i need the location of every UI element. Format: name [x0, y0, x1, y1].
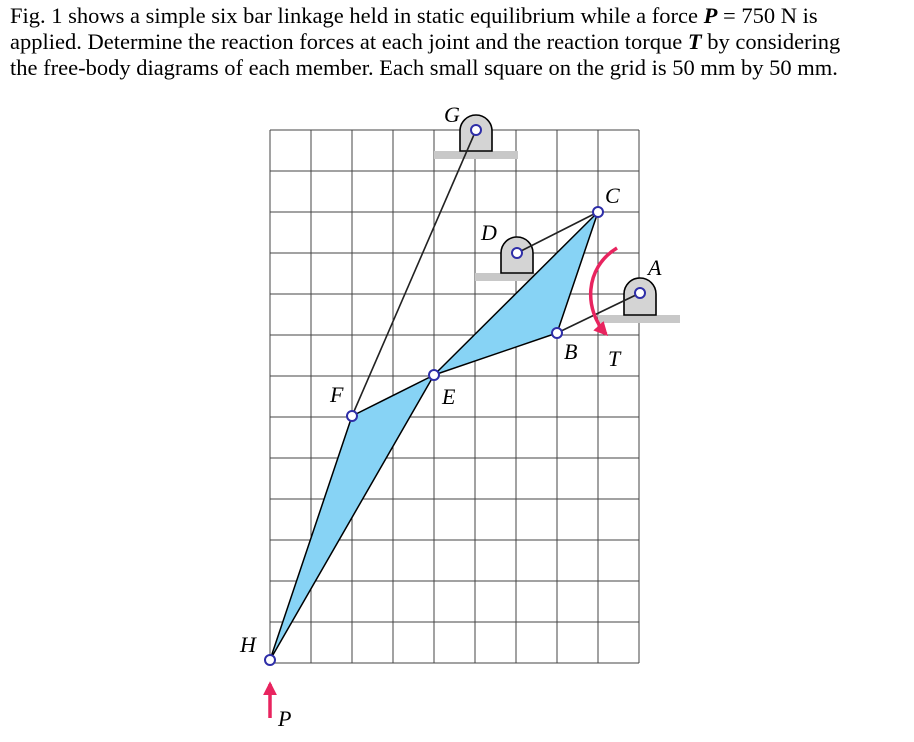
- label-h: H: [240, 632, 256, 657]
- pin-h: [265, 655, 275, 665]
- force-symbol-p: P: [703, 3, 718, 28]
- pin-b: [552, 328, 562, 338]
- ground-g: [434, 151, 518, 159]
- pin-g: [471, 125, 481, 135]
- label-b: B: [564, 339, 578, 364]
- pin-a: [635, 288, 645, 298]
- problem-text-2: applied. Determine the reaction forces at each joint and the reaction torque: [10, 29, 688, 54]
- ground-a: [598, 315, 680, 323]
- label-e: E: [442, 384, 456, 409]
- label-a: A: [648, 255, 662, 280]
- label-c: C: [605, 183, 620, 208]
- problem-text-4: the free-body diagrams of each member. Each small square on the grid is 50 mm by 50 mm.: [10, 55, 838, 80]
- pin-f: [347, 411, 357, 421]
- label-t: T: [608, 346, 621, 371]
- label-p: P: [278, 706, 292, 731]
- torque-symbol-t: T: [687, 29, 702, 54]
- problem-text-1: Fig. 1 shows a simple six bar linkage held in static equilibrium while a force: [10, 3, 704, 28]
- label-g: G: [444, 102, 460, 127]
- pin-d: [512, 248, 522, 258]
- problem-text-3: by considering: [701, 29, 841, 54]
- pin-e: [429, 370, 439, 380]
- force-value: = 750 N is: [717, 3, 818, 28]
- pin-c: [593, 207, 603, 217]
- link-gf: [352, 130, 476, 416]
- label-d: D: [481, 220, 497, 245]
- label-f: F: [330, 382, 344, 407]
